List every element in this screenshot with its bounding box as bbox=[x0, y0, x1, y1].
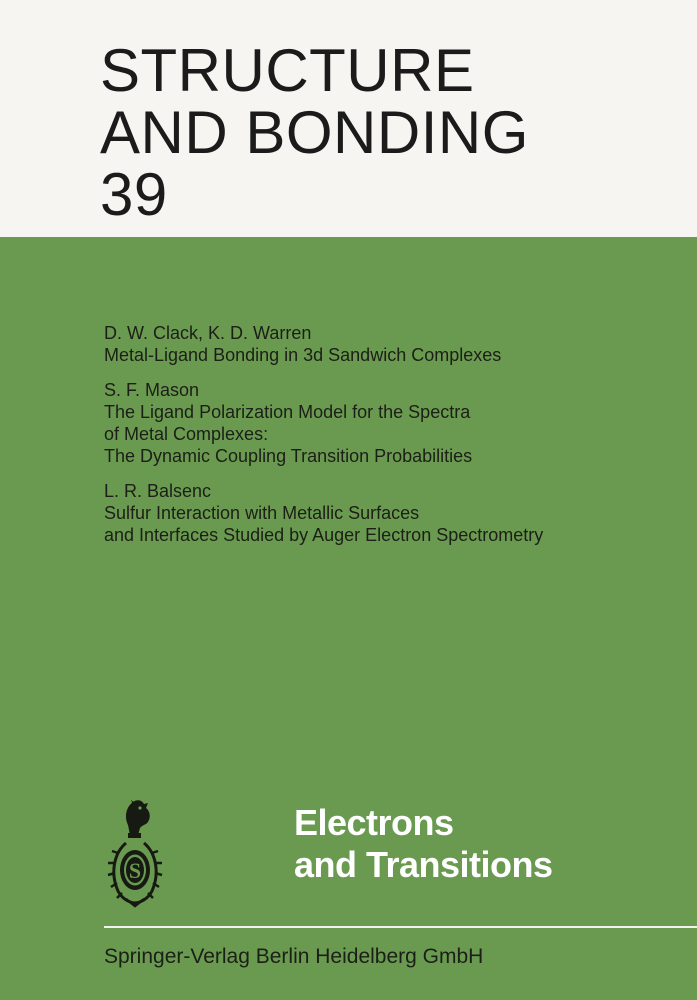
article-authors: S. F. Mason bbox=[104, 380, 200, 400]
series-title-line2: AND BONDING bbox=[100, 99, 529, 166]
article-entry bbox=[104, 379, 684, 467]
contents-list bbox=[104, 322, 684, 559]
publisher-imprint: Springer-Verlag Berlin Heidelberg GmbH bbox=[104, 945, 484, 968]
article-entry bbox=[104, 322, 684, 366]
article-title-line: and Interfaces Studied by Auger Electron Spectrometry bbox=[104, 525, 544, 545]
series-title bbox=[100, 37, 529, 228]
springer-knight-logo-icon bbox=[102, 795, 172, 910]
article-title-line: Sulfur Interaction with Metallic Surfaces bbox=[104, 503, 420, 523]
series-title-line1: STRUCTURE bbox=[100, 37, 475, 104]
article-title-line: The Ligand Polarization Model for the Spectra bbox=[104, 402, 471, 422]
article-entry bbox=[104, 480, 684, 546]
volume-title-line2: and Transitions bbox=[294, 844, 553, 885]
divider-rule bbox=[104, 926, 697, 928]
logo-letter: S bbox=[128, 858, 142, 883]
volume-number: 39 bbox=[100, 161, 168, 228]
article-title-line: The Dynamic Coupling Transition Probabilities bbox=[104, 446, 473, 466]
article-title-line: of Metal Complexes: bbox=[104, 424, 269, 444]
article-title-line: Metal-Ligand Bonding in 3d Sandwich Complexes bbox=[104, 345, 502, 365]
header-band bbox=[0, 0, 697, 237]
volume-title bbox=[294, 802, 553, 886]
article-authors: D. W. Clack, K. D. Warren bbox=[104, 323, 312, 343]
volume-title-line1: Electrons bbox=[294, 802, 454, 843]
article-authors: L. R. Balsenc bbox=[104, 481, 212, 501]
